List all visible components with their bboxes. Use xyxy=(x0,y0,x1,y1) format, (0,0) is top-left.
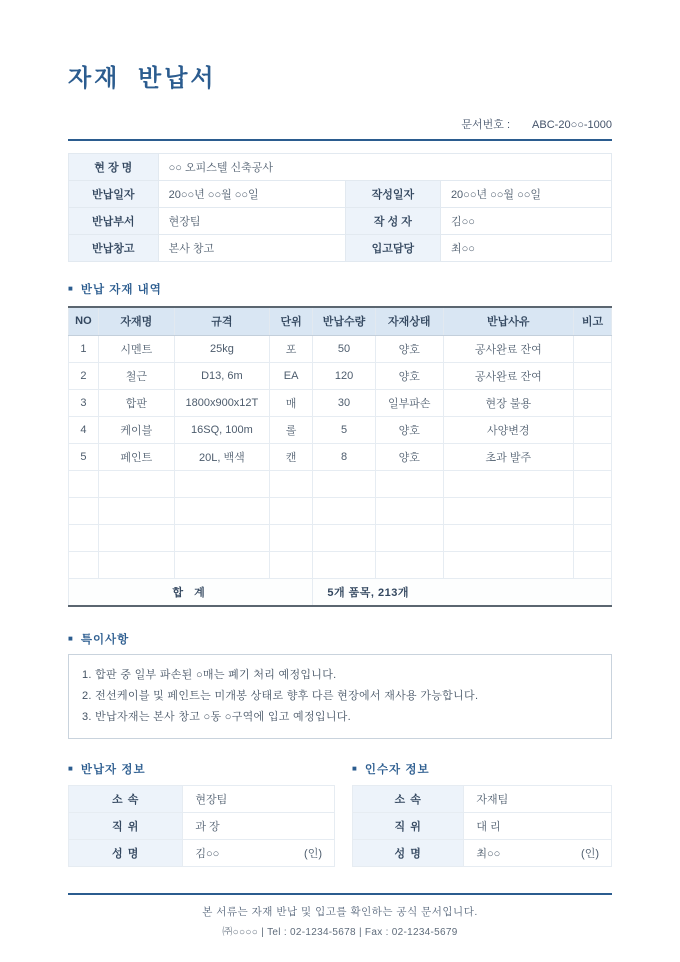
materials-cell: 롤 xyxy=(269,416,312,443)
materials-cell xyxy=(98,551,174,578)
materials-cell: 시멘트 xyxy=(98,335,174,362)
materials-cell: 양호 xyxy=(375,416,443,443)
signer-value-cell xyxy=(183,840,335,867)
info-label: 반납일자 xyxy=(69,181,159,208)
materials-cell xyxy=(174,497,269,524)
materials-cell xyxy=(269,524,312,551)
materials-column-header: 반납수량 xyxy=(313,307,375,335)
materials-cell xyxy=(174,524,269,551)
materials-cell: 16SQ, 100m xyxy=(174,416,269,443)
info-table xyxy=(68,153,612,262)
signer-label: 성 명 xyxy=(353,840,464,867)
notes-box xyxy=(68,654,612,739)
signer-value-cell xyxy=(464,813,612,840)
materials-cell: 8 xyxy=(313,443,375,470)
materials-empty-row xyxy=(69,524,612,551)
materials-cell: 양호 xyxy=(375,443,443,470)
materials-cell xyxy=(174,470,269,497)
info-label: 입고담당 xyxy=(345,235,440,262)
returner-block xyxy=(68,761,335,867)
signer-row xyxy=(353,840,612,867)
signer-row xyxy=(69,786,335,813)
materials-cell: 3 xyxy=(69,389,99,416)
signer-value-cell xyxy=(464,786,612,813)
materials-cell: 1800x900x12T xyxy=(174,389,269,416)
materials-row xyxy=(69,416,612,443)
seal-mark: (인) xyxy=(581,848,599,860)
materials-cell xyxy=(69,470,99,497)
info-value: 20○○년 ○○월 ○○일 xyxy=(440,181,611,208)
materials-cell: 공사완료 잔여 xyxy=(443,335,573,362)
materials-cell: 25kg xyxy=(174,335,269,362)
materials-cell xyxy=(443,497,573,524)
materials-cell: 1 xyxy=(69,335,99,362)
materials-cell xyxy=(573,389,611,416)
signer-value-wrap xyxy=(195,818,322,834)
materials-cell: 120 xyxy=(313,362,375,389)
materials-cell xyxy=(573,497,611,524)
materials-cell xyxy=(443,470,573,497)
materials-cell: 양호 xyxy=(375,362,443,389)
materials-cell xyxy=(269,497,312,524)
footer-line2: ㈜○○○○ | Tel : 02-1234-5678 | Fax : 02-1234-5679 xyxy=(222,927,458,938)
signer-row xyxy=(69,813,335,840)
materials-empty-row xyxy=(69,470,612,497)
materials-cell xyxy=(98,470,174,497)
materials-cell: 합판 xyxy=(98,389,174,416)
signer-row xyxy=(353,786,612,813)
materials-cell: 공사완료 잔여 xyxy=(443,362,573,389)
materials-cell: 페인트 xyxy=(98,443,174,470)
receiver-block xyxy=(352,761,612,867)
info-value: 본사 창고 xyxy=(158,235,345,262)
materials-cell xyxy=(269,551,312,578)
info-label: 작 성 자 xyxy=(345,208,440,235)
doc-number-label: 문서번호 : xyxy=(461,119,511,131)
materials-cell xyxy=(375,470,443,497)
materials-cell: 4 xyxy=(69,416,99,443)
doc-number-value: ABC-20○○-1000 xyxy=(532,119,612,131)
materials-empty-row xyxy=(69,551,612,578)
materials-cell xyxy=(269,470,312,497)
materials-cell xyxy=(573,362,611,389)
info-label: 현 장 명 xyxy=(69,154,159,181)
materials-cell xyxy=(375,497,443,524)
materials-cell: 50 xyxy=(313,335,375,362)
materials-table xyxy=(68,306,612,607)
materials-column-header: 자재상태 xyxy=(375,307,443,335)
materials-cell xyxy=(375,551,443,578)
materials-cell xyxy=(573,524,611,551)
signer-value: 현장팀 xyxy=(195,794,228,806)
section-bullet-icon: ■ xyxy=(68,764,74,773)
signer-label: 소 속 xyxy=(353,786,464,813)
receiver-table xyxy=(352,785,612,867)
materials-cell: 캔 xyxy=(269,443,312,470)
section-title-notes: 특이사항 xyxy=(80,634,130,646)
seal-mark: (인) xyxy=(304,848,322,860)
signer-value-wrap xyxy=(476,845,599,861)
materials-column-header: 단위 xyxy=(269,307,312,335)
note-item: 3. 반납자재는 본사 창고 ○동 ○구역에 입고 예정입니다. xyxy=(82,711,352,723)
materials-cell: 2 xyxy=(69,362,99,389)
materials-cell: 5 xyxy=(313,416,375,443)
materials-cell: 케이블 xyxy=(98,416,174,443)
materials-cell: 초과 발주 xyxy=(443,443,573,470)
materials-column-header: 반납사유 xyxy=(443,307,573,335)
materials-cell: 일부파손 xyxy=(375,389,443,416)
materials-cell: 사양변경 xyxy=(443,416,573,443)
page-footer xyxy=(68,893,612,938)
materials-cell xyxy=(313,524,375,551)
materials-cell xyxy=(98,524,174,551)
info-label: 반납부서 xyxy=(69,208,159,235)
materials-column-header: 비고 xyxy=(573,307,611,335)
signer-value-wrap xyxy=(476,791,599,807)
info-label: 작성일자 xyxy=(345,181,440,208)
materials-cell: 포 xyxy=(269,335,312,362)
materials-cell xyxy=(313,551,375,578)
total-label: 합 계 xyxy=(69,578,313,606)
section-title-materials: 반납 자재 내역 xyxy=(80,284,162,296)
page-title: 자재 반납서 xyxy=(68,65,217,92)
materials-column-header: 규격 xyxy=(174,307,269,335)
note-item: 2. 전선케이블 및 페인트는 미개봉 상태로 향후 다른 현장에서 재사용 가능합니다. xyxy=(82,690,479,702)
materials-row xyxy=(69,443,612,470)
materials-cell xyxy=(69,524,99,551)
doc-number-row xyxy=(68,116,612,132)
materials-cell xyxy=(573,443,611,470)
info-row xyxy=(69,154,612,181)
info-row xyxy=(69,235,612,262)
materials-cell: 5 xyxy=(69,443,99,470)
signer-row xyxy=(69,840,335,867)
signer-value: 최○○ xyxy=(476,848,501,860)
signer-value-wrap xyxy=(476,818,599,834)
signer-row xyxy=(353,813,612,840)
signer-value: 자재팀 xyxy=(476,794,509,806)
signer-value: 과 장 xyxy=(195,821,220,833)
materials-cell xyxy=(98,497,174,524)
signer-value: 대 리 xyxy=(476,821,501,833)
materials-cell: EA xyxy=(269,362,312,389)
materials-header-row xyxy=(69,307,612,335)
materials-row xyxy=(69,335,612,362)
info-value: 김○○ xyxy=(440,208,611,235)
section-title-returner: 반납자 정보 xyxy=(80,764,146,776)
section-header-receiver xyxy=(352,761,612,777)
signer-label: 직 위 xyxy=(69,813,183,840)
signer-label: 소 속 xyxy=(69,786,183,813)
signer-value-wrap xyxy=(195,845,322,861)
materials-cell xyxy=(375,524,443,551)
section-header-materials xyxy=(68,281,612,297)
section-header-returner xyxy=(68,761,335,777)
section-bullet-icon: ■ xyxy=(68,634,74,643)
section-bullet-icon: ■ xyxy=(352,764,358,773)
signer-section xyxy=(68,761,612,867)
info-value: 최○○ xyxy=(440,235,611,262)
materials-cell: 양호 xyxy=(375,335,443,362)
info-value: 20○○년 ○○월 ○○일 xyxy=(158,181,345,208)
materials-cell xyxy=(69,497,99,524)
materials-cell xyxy=(174,551,269,578)
materials-column-header: NO xyxy=(69,307,99,335)
info-label: 반납창고 xyxy=(69,235,159,262)
materials-cell xyxy=(313,470,375,497)
materials-cell xyxy=(573,551,611,578)
signer-value-wrap xyxy=(195,791,322,807)
materials-cell xyxy=(443,524,573,551)
signer-label: 성 명 xyxy=(69,840,183,867)
info-value: 현장팀 xyxy=(158,208,345,235)
materials-cell xyxy=(69,551,99,578)
materials-cell: 매 xyxy=(269,389,312,416)
materials-cell: D13, 6m xyxy=(174,362,269,389)
materials-column-header: 자재명 xyxy=(98,307,174,335)
materials-row xyxy=(69,389,612,416)
materials-cell xyxy=(573,335,611,362)
materials-row xyxy=(69,362,612,389)
total-value: 5개 품목, 213개 xyxy=(313,578,612,606)
materials-cell: 현장 불용 xyxy=(443,389,573,416)
returner-table xyxy=(68,785,335,867)
info-row xyxy=(69,181,612,208)
footer-line1: 본 서류는 자재 반납 및 입고를 확인하는 공식 문서입니다. xyxy=(202,906,478,918)
info-value: ○○ 오피스텔 신축공사 xyxy=(158,154,611,181)
materials-cell xyxy=(313,497,375,524)
info-row xyxy=(69,208,612,235)
materials-empty-row xyxy=(69,497,612,524)
header-divider xyxy=(68,139,612,141)
section-bullet-icon: ■ xyxy=(68,284,74,293)
section-title-receiver: 인수자 정보 xyxy=(364,764,430,776)
materials-cell xyxy=(573,470,611,497)
signer-value-cell xyxy=(183,786,335,813)
note-item: 1. 합판 중 일부 파손된 ○매는 폐기 처리 예정입니다. xyxy=(82,669,337,681)
materials-cell: 30 xyxy=(313,389,375,416)
signer-value-cell xyxy=(464,840,612,867)
section-header-notes xyxy=(68,631,612,647)
materials-total-row xyxy=(69,578,612,606)
signer-label: 직 위 xyxy=(353,813,464,840)
materials-cell xyxy=(443,551,573,578)
materials-cell: 철근 xyxy=(98,362,174,389)
signer-value-cell xyxy=(183,813,335,840)
signer-value: 김○○ xyxy=(195,848,220,860)
materials-cell: 20L, 백색 xyxy=(174,443,269,470)
materials-cell xyxy=(573,416,611,443)
